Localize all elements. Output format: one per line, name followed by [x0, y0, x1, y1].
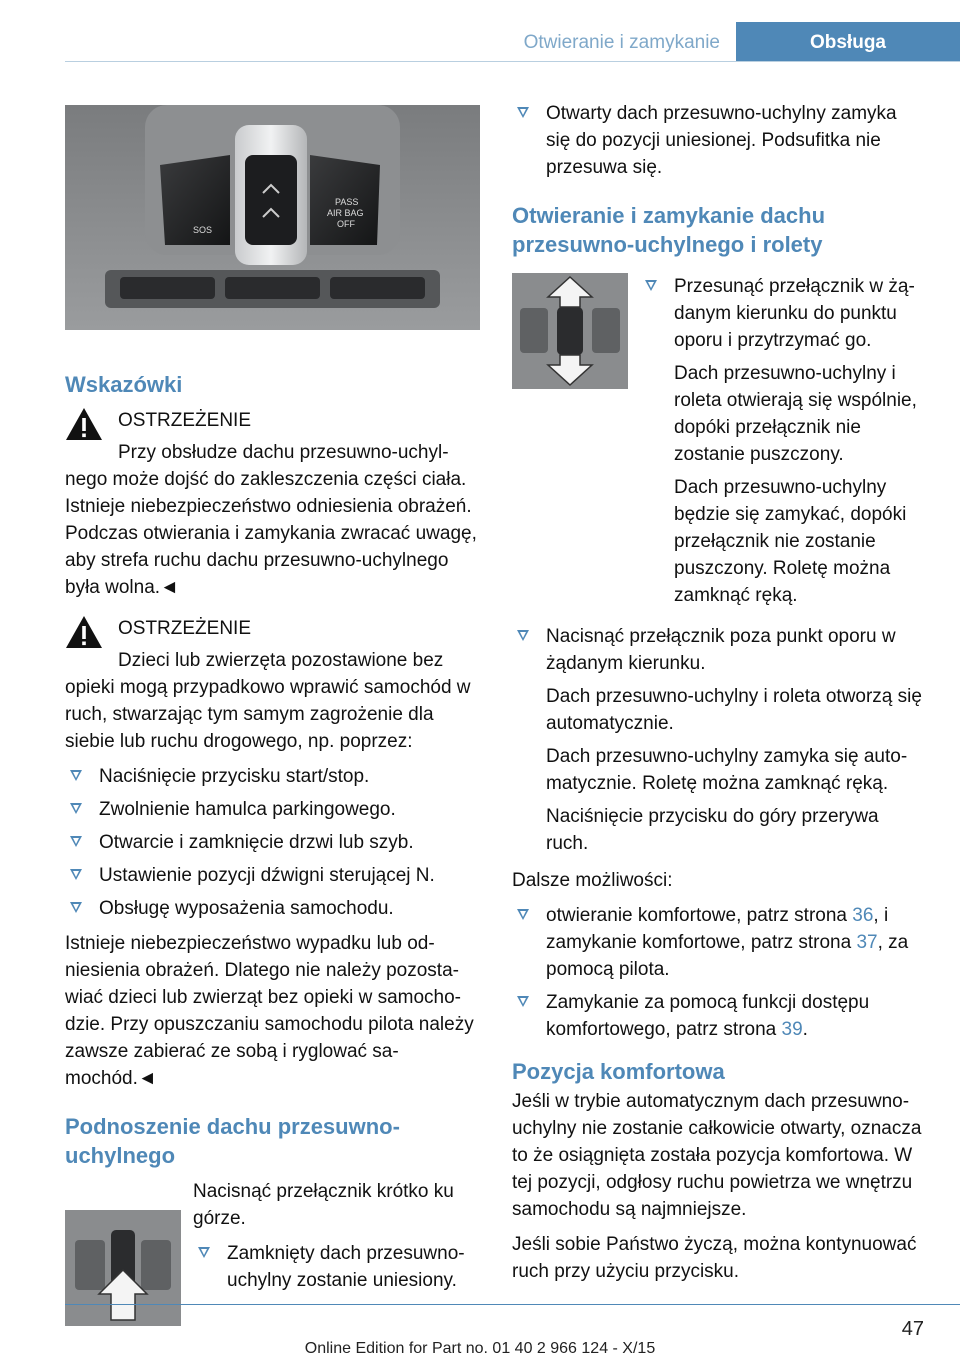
- off-label: OFF: [337, 219, 355, 229]
- heading-comfort-position: Pozycja komfortowa: [512, 1059, 725, 1084]
- raise-text: Nacisnąć przełącznik krótko ku górze.: [193, 1181, 454, 1229]
- heading-tips: Wskazówki: [65, 372, 183, 397]
- warning-block-1: [65, 407, 480, 601]
- footer-edition: Online Edition for Part no. 01 40 2 966 124 - X/15: [304, 1340, 656, 1357]
- heading-raise-roof: Podnoszenie dachu przesuwno-uchylnego: [65, 1114, 400, 1168]
- list-item: Zamykanie za pomocą funkcji dostępu komfortowego, patrz strona 39.: [512, 989, 924, 1043]
- heading-open-close: Otwieranie i zamykanie dachu przesuwno-uchylnego i rolety: [512, 203, 826, 257]
- list-item: Przesunąć przełącznik w żądanym kierunku do punktu oporu i przytrzymać go. Dach przesuwno-uchylny i roleta otwierają się wspólnie, dopóki przełącznik nie zostanie puszczony. Dach przesuwno-uchylny będzie się zamykać, dopóki przełącznik nie zostanie puszczony. Roletę można zamknąć ręką.: [640, 273, 924, 609]
- sos-label: SOS: [193, 225, 213, 235]
- switch-up-photo: [65, 1210, 181, 1326]
- raise-list: [193, 1240, 480, 1294]
- warning-text: Przy obsłudze dachu przesuwno-uchylnego może dojść do zakleszczenia części ciała. Istnieje niebezpieczeństwo odniesienia obrażeń. Podczas otwierania i zamykania zwracać uwagę, aby strefa ruchu dachu przesuwno-uchylnego była wolna.◄: [65, 442, 477, 598]
- chapter-tab: Obsługa: [736, 22, 960, 62]
- warning-icon: [65, 615, 103, 649]
- footer-divider: [65, 1304, 960, 1305]
- warning-intro: Dzieci lub zwierzęta pozostawione bez opieki mogą przypadkowo wprawić samochód w ruch, stwarzając tym samym zagrożenie dla siebie lub ruchu drogowego, np. poprzez:: [65, 650, 471, 752]
- pass-label: PASS: [335, 197, 359, 207]
- warning-label: OSTRZEŻENIE: [118, 410, 252, 431]
- right-column: [512, 100, 924, 1293]
- section-title: Otwieranie i zamykanie: [523, 32, 720, 53]
- open-close-section: [512, 273, 924, 623]
- list-item: Nacisnąć przełącznik poza punkt oporu w żądanym kierunku. Dach przesuwno-uchylny i roleta otworzą się automatycznie. Dach przesuwno-uchylny zamyka się automatycznie. Roletę można zamknąć ręką. Naciśnięcie przycisku do góry przerywa ruch.: [512, 623, 924, 857]
- warning-list: [65, 763, 480, 922]
- page-link-37[interactable]: 37: [856, 932, 878, 953]
- left-column: [65, 100, 480, 1326]
- list-item: Otwarcie i zamknięcie drzwi lub szyb.: [65, 829, 480, 856]
- list-item: Naciśnięcie przycisku start/stop.: [65, 763, 480, 790]
- comfort-text-1: Jeśli w trybie automatycznym dach przesuwno-uchylny nie zostanie całkowicie otwarty, oznacza to że osiągnięta została pozycja komfortowa. W tej pozycji, odgłosy ruchu powietrza we wnętrzu samochodu są najmniejsze.: [512, 1091, 922, 1220]
- airbag-label: AIR BAG: [327, 208, 364, 218]
- more-options-label: Dalsze możliwości:: [512, 870, 673, 891]
- warning-icon: [65, 407, 103, 441]
- more-options-list: [512, 902, 924, 1043]
- list-item: Obsługę wyposażenia samochodu.: [65, 895, 480, 922]
- header-divider: [65, 61, 960, 62]
- comfort-text-2: Jeśli sobie Państwo życzą, można kontynuować ruch przy użyciu przycisku.: [512, 1234, 917, 1282]
- page-header: [0, 0, 960, 62]
- list-item: Zamknięty dach przesuwno-uchylny zostanie uniesiony.: [193, 1240, 480, 1294]
- raise-list-continued: [512, 100, 924, 181]
- warning-outro: Istnieje niebezpieczeństwo wypadku lub odniesienia obrażeń. Dlatego nie należy pozostawiać dzieci lub zwierząt bez opieki w samochodzie. Przy opuszczaniu samochodu pilota należy zawsze zabierać ze sobą i ryglować samochód.◄: [65, 933, 474, 1089]
- warning-block-2: [65, 615, 480, 1092]
- overhead-console-photo: [65, 105, 480, 330]
- open-close-list-2: [512, 623, 924, 857]
- page-link-39[interactable]: 39: [781, 1019, 803, 1040]
- page-number: 47: [901, 1318, 924, 1340]
- page-link-36[interactable]: 36: [852, 905, 874, 926]
- warning-label: OSTRZEŻENIE: [118, 618, 252, 639]
- list-item: Otwarty dach przesuwno-uchylny zamyka się do pozycji uniesionej. Podsufitka nie przesuwa się.: [512, 100, 924, 181]
- switch-slide-photo: [512, 273, 628, 389]
- list-item: otwieranie komfortowe, patrz strona 36, i zamykanie komfortowe, patrz strona 37, za pomocą pilota.: [512, 902, 924, 983]
- list-item: Ustawienie pozycji dźwigni sterującej N.: [65, 862, 480, 889]
- list-item: Zwolnienie hamulca parkingowego.: [65, 796, 480, 823]
- open-close-list: [640, 273, 924, 615]
